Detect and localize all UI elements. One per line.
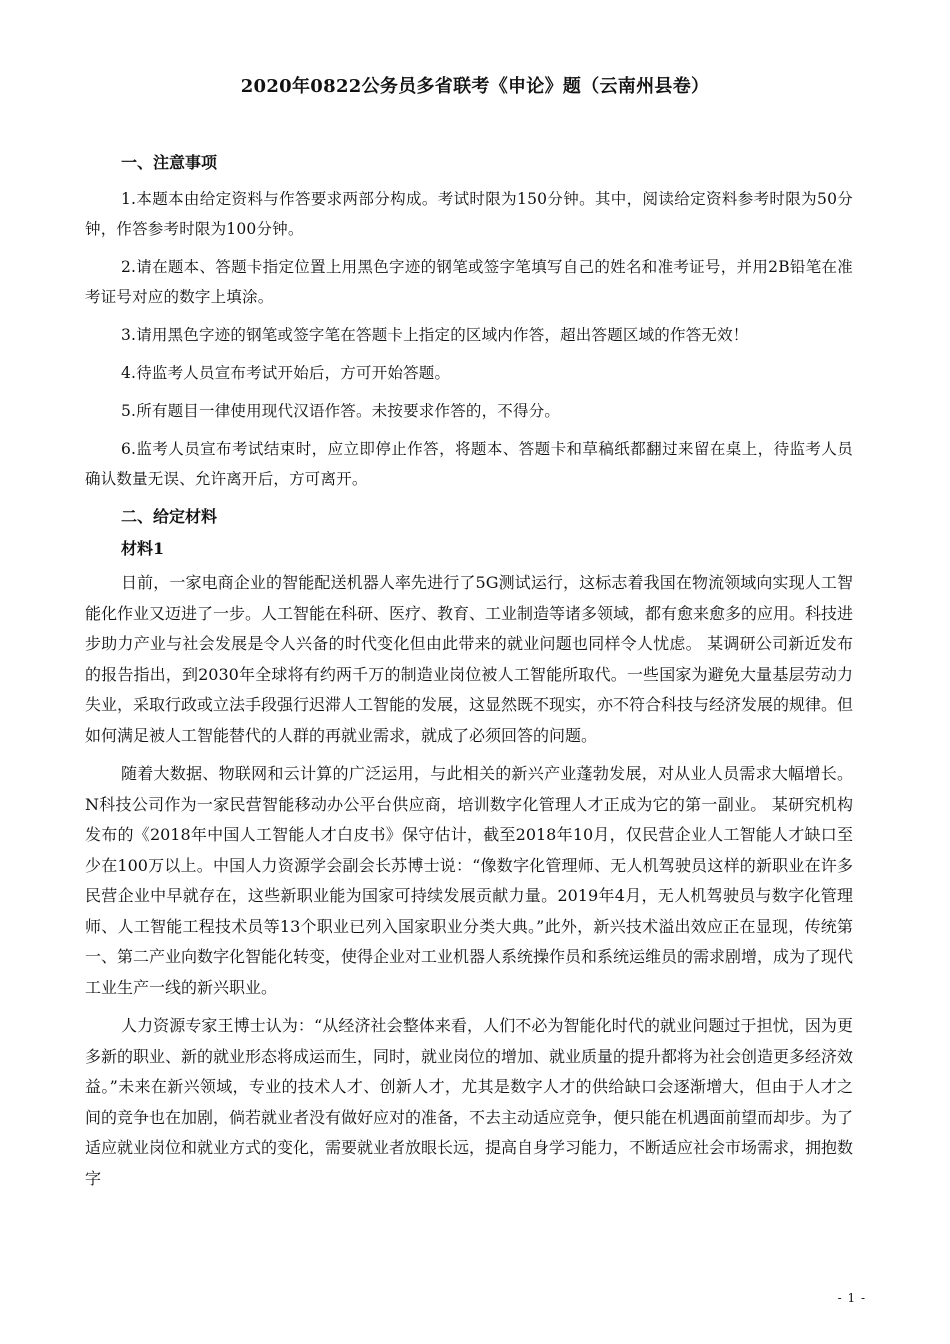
- page-number: - 1 -: [837, 1291, 866, 1305]
- document-title: 2020年0822公务员多省联考《申论》题（云南州县卷）: [240, 76, 710, 97]
- material-paragraph-1: 日前，一家电商企业的智能配送机器人率先进行了5G测试运行，这标志着我国在物流领域向实现人工智能化作业又迈进了一步。人工智能在科研、医疗、教育、工业制造等诸多领域，都有愈来愈多的应用。科技进步助力产业与社会发展是令人兴备的时代变化但由此带来的就业问题也同样令人忧虑。 某调研公司新近发布的报告指出，到2030年全球将有约两千万的制造业岗位被人工智能所取代。一些国家为避免大量基层劳动力失业，采取行政或立法手段强行迟滞人工智能的发展，这显然既不现实，亦不符合科技与经济发展的规律。但如何满足被人工智能替代的人群的再就业需求，就成了必须回答的问题。: [85, 573, 854, 745]
- section-heading-notes: 一、注意事项: [121, 153, 218, 172]
- note-item-6: 6.监考人员宣布考试结束时，应立即停止作答，将题本、答题卡和草稿纸都翻过来留在桌上，待监考人员确认数量无误、允许离开后，方可离开。: [85, 440, 853, 488]
- section-heading-materials: 二、给定材料: [121, 507, 218, 526]
- material-label: 材料1: [121, 539, 165, 558]
- material-paragraph-3: 人力资源专家王博士认为：“从经济社会整体来看，人们不必为智能化时代的就业问题过于担忧，因为更多新的职业、新的就业形态将成运而生，同时，就业岗位的增加、就业质量的提升都将为社会创造更多经济效益。”未来在新兴领域，专业的技术人才、创新人才，尤其是数字人才的供给缺口会逐渐增大，但由于人才之间的竞争也在加剧，倘若就业者没有做好应对的准备，不去主动适应竞争，便只能在机遇面前望而却步。为了适应就业岗位和就业方式的变化，需要就业者放眼长远，提高自身学习能力，不断适应社会市场需求，拥抱数字: [85, 1016, 854, 1188]
- document-body: [85, 148, 853, 1202]
- note-item-5: 5.所有题目一律使用现代汉语作答。未按要求作答的，不得分。: [121, 402, 561, 420]
- note-item-2: 2.请在题本、答题卡指定位置上用黑色字迹的钢笔或签字笔填写自己的姓名和准考证号，并用2B铅笔在准考证号对应的数字上填涂。: [85, 258, 853, 306]
- note-item-3: 3.请用黑色字迹的钢笔或签字笔在答题卡上指定的区域内作答，超出答题区域的作答无效！: [121, 326, 749, 344]
- note-item-4: 4.待监考人员宣布考试开始后，方可开始答题。: [121, 364, 451, 382]
- note-item-1: 1.本题本由给定资料与作答要求两部分构成。考试时限为150分钟。其中，阅读给定资料参考时限为50分钟，作答参考时限为100分钟。: [85, 190, 853, 238]
- material-paragraph-2: 随着大数据、物联网和云计算的广泛运用，与此相关的新兴产业蓬勃发展，对从业人员需求大幅增长。N科技公司作为一家民营智能移动办公平台供应商，培训数字化管理人才正成为它的第一副业。 某研究机构发布的《2018年中国人工智能人才白皮书》保守估计，截至2018年10月，仅民营企业人工智能人才缺口至少在100万以上。中国人力资源学会副会长苏博士说：“像数字化管理师、无人机驾驶员这样的新职业在许多民营企业中早就存在，这些新职业能为国家可持续发展贡献力量。2019年4月，无人机驾驶员与数字化管理师、人工智能工程技术员等13个职业已列入国家职业分类大典。”此外，新兴技术溢出效应正在显现，传统第一、第二产业向数字化智能化转变，使得企业对工业机器人系统操作员和系统运维员的需求剧增，成为了现代工业生产一线的新兴职业。: [85, 764, 854, 997]
